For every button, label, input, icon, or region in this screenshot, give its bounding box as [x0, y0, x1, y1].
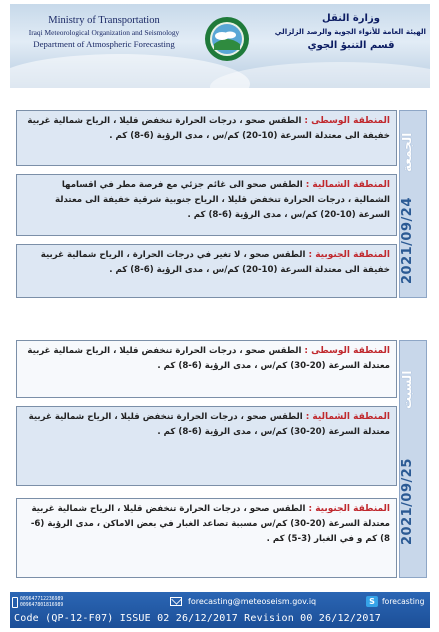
document-code: Code (QP-12-F07) ISSUE 02 26/12/2017 Revision 00 26/12/2017	[14, 613, 382, 624]
organization-name-ar: الهيئة العامة للأنواء الجوية والرصد الزلزالي	[274, 27, 426, 36]
region-forecast-text: الطقس صحو ، درجات الحرارة تنخفض قليلا ، الرياح شمالية غربية معتدلة السرعة (20-30) كم/س مسببة تصاعد الغبار في بعض الاماكن ، مدى الرؤية (6-8) كم و في الغبار (3-5) كم .	[30, 504, 390, 544]
ministry-name-en: Ministry of Transportation	[48, 15, 160, 26]
region-name: المنطقة الشمالية :	[305, 412, 390, 422]
day-date: 2021/09/24	[400, 197, 415, 285]
region-name: المنطقة الجنوبية :	[308, 504, 390, 514]
phone-icon	[12, 597, 18, 608]
region-name: المنطقة الشمالية :	[305, 180, 390, 190]
day-name: الجمعة	[400, 132, 414, 172]
cloud-decoration	[210, 62, 430, 88]
region-name: المنطقة الجنوبية :	[308, 250, 390, 260]
day-name: السبت	[400, 370, 414, 410]
region-forecast-text: الطقس صحو ، درجات الحرارة تنخفض قليلا ، الرياح شمالية غربية معتدلة السرعة (20-30) كم/س ، مدى الرؤية (6-8) كم .	[27, 346, 390, 371]
forecast-day-block	[16, 340, 427, 578]
day-date: 2021/09/25	[400, 458, 415, 546]
web-icon: S	[366, 596, 378, 607]
header-banner	[10, 4, 430, 88]
region-forecast-text: الطقس صحو الى غائم جزئي مع فرصة مطر في اقسامها الشمالية ، درجات الحرارة تنخفض قليلا ، الرياح جنوبية شرقية خفيفة الى معتدلة السرعة (10-20) كم/س ، مدى الرؤية (6-8) كم .	[55, 180, 390, 220]
phone-number: 009647712236989	[20, 597, 64, 602]
region-forecast-central	[16, 110, 397, 166]
header-arabic-text	[276, 12, 426, 54]
department-name-en: Department of Atmospheric Forecasting	[33, 39, 175, 49]
contact-web[interactable]: forecasting	[382, 597, 425, 606]
department-name-ar: قسم التنبؤ الجوي	[307, 40, 395, 51]
region-forecast-text: الطقس صحو ، درجات الحرارة تنخفض قليلا ، الرياح شمالية غربية خفيفة الى معتدلة السرعة (10-20) كم/س ، مدى الرؤية (6-8) كم .	[27, 116, 390, 141]
region-forecast-north	[16, 406, 397, 486]
footer-bar	[10, 592, 430, 628]
phone-number: 009647801816989	[20, 603, 64, 608]
header-english-text	[14, 14, 194, 51]
region-forecast-north	[16, 174, 397, 236]
region-name: المنطقة الوسطى :	[304, 346, 390, 356]
region-forecast-text: الطقس صحو ، لا تغير في درجات الحرارة ، الرياح شمالية غربية خفيفة الى معتدلة السرعة (10-20) كم/س ، مدى الرؤية (6-8) كم .	[40, 250, 390, 275]
day-sidebar	[399, 340, 427, 578]
mail-icon	[170, 597, 182, 606]
forecast-day-block	[16, 110, 427, 298]
contact-email[interactable]: forecasting@meteoseism.gov.iq	[188, 597, 317, 606]
day-sidebar	[399, 110, 427, 298]
region-forecast-south	[16, 498, 397, 578]
region-forecast-text: الطقس صحو ، درجات الحرارة تنخفض قليلا ، الرياح شمالية غربية معتدلة السرعة (20-30) كم/س ، مدى الرؤية (6-8) كم .	[28, 412, 390, 437]
region-name: المنطقة الوسطى :	[304, 116, 390, 126]
phone-numbers	[20, 597, 63, 609]
organization-name-en: Iraqi Meteorological Organization and Seismology	[28, 28, 180, 37]
region-forecast-central	[16, 340, 397, 398]
ministry-name-ar: وزارة النقل	[322, 13, 380, 24]
organization-logo-icon	[204, 16, 250, 62]
region-forecast-south	[16, 244, 397, 298]
